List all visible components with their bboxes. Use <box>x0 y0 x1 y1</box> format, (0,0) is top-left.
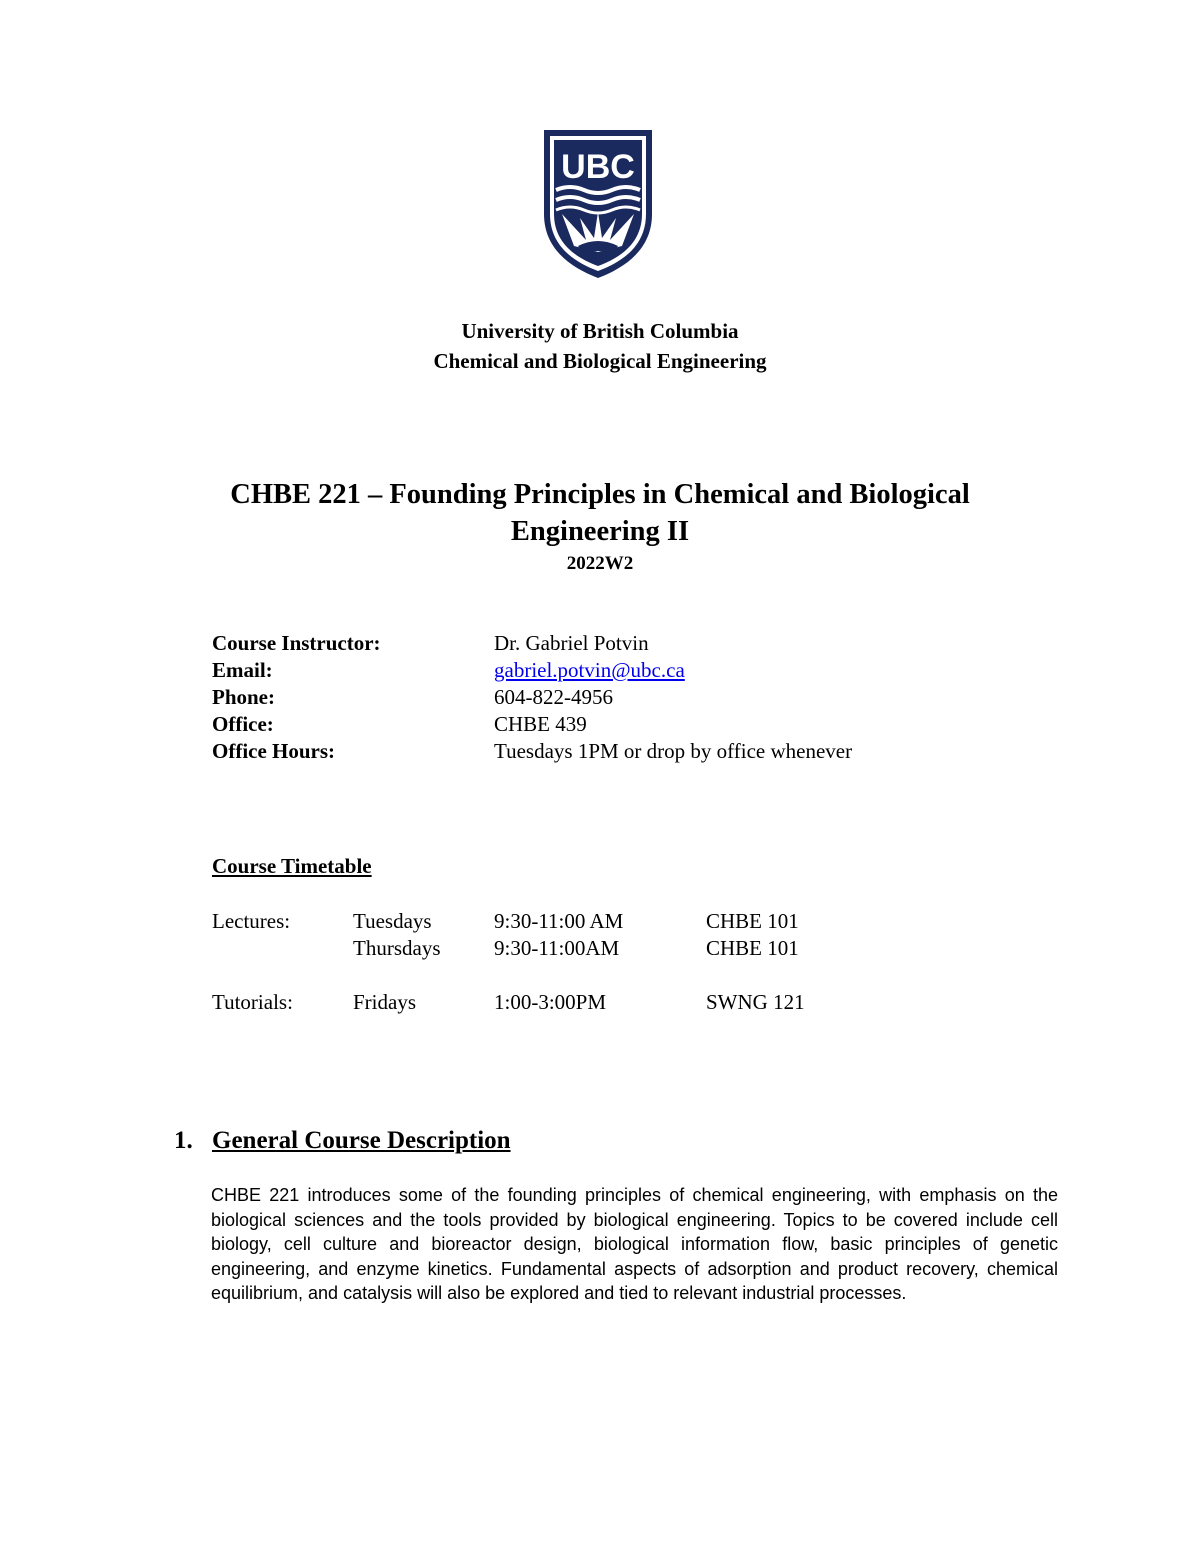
session-room: SWNG 121 <box>706 990 805 1014</box>
section-number: 1. <box>174 1127 193 1154</box>
institution-block <box>0 316 1200 376</box>
logo-text: UBC <box>561 148 635 186</box>
email-label: Email: <box>212 658 273 682</box>
university-name: University of British Columbia <box>461 319 739 343</box>
session-room: CHBE 101 <box>706 909 799 933</box>
timetable-heading: Course Timetable <box>212 854 372 878</box>
session-day: Tuesdays <box>353 909 432 933</box>
session-day: Fridays <box>353 990 416 1014</box>
session-time: 9:30-11:00 AM <box>494 909 624 933</box>
session-room: CHBE 101 <box>706 936 799 960</box>
session-time: 9:30-11:00AM <box>494 936 620 960</box>
course-description: CHBE 221 introduces some of the founding principles of chemical engineering, with emphasis on the biological sciences and the tools provided by biological engineering. Topics to be covered include cell biology, cell culture and bioreactor design, biological information flow, basic principles of genetic engineering, and enzyme kinetics. Fundamental aspects of adsorption and product recovery, chemical equilibrium, and catalysis will also be explored and tied to relevant industrial processes. <box>211 1185 1058 1304</box>
phone-label: Phone: <box>212 685 275 709</box>
lectures-label: Lectures: <box>212 909 291 933</box>
office-label: Office: <box>212 712 274 736</box>
tutorials-label: Tutorials: <box>212 990 293 1014</box>
session-time: 1:00-3:00PM <box>494 990 607 1014</box>
phone-value: 604-822-4956 <box>494 685 613 709</box>
course-title-line-2: Engineering II <box>510 516 690 547</box>
email-link[interactable]: gabriel.potvin@ubc.ca <box>494 658 685 682</box>
instructor-value: Dr. Gabriel Potvin <box>494 631 649 655</box>
section-title: General Course Description <box>212 1127 511 1154</box>
course-title <box>0 476 1200 550</box>
office-hours-value: Tuesdays 1PM or drop by office whenever <box>494 739 853 763</box>
office-value: CHBE 439 <box>494 712 587 736</box>
instructor-label: Course Instructor: <box>212 631 381 655</box>
office-hours-label: Office Hours: <box>212 739 336 763</box>
department-name: Chemical and Biological Engineering <box>433 349 767 373</box>
course-title-line-1: CHBE 221 – Founding Principles in Chemical and Biological <box>230 479 970 510</box>
course-term: 2022W2 <box>566 553 634 574</box>
ubc-crest-logo <box>542 128 654 280</box>
session-day: Thursdays <box>353 936 441 960</box>
